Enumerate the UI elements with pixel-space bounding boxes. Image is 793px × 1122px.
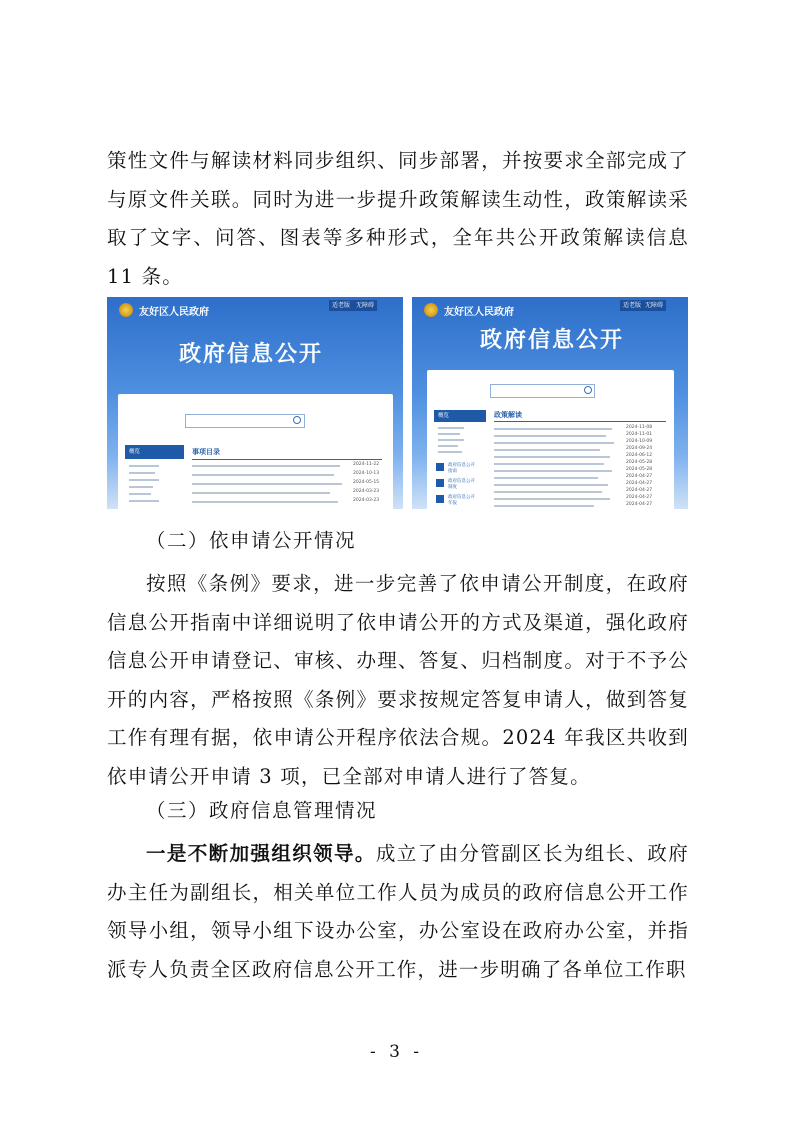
- search-input: [185, 414, 305, 428]
- list-item: [494, 470, 612, 472]
- panel-title: 事项目录: [192, 448, 220, 456]
- search-icon: [584, 386, 592, 394]
- list-item: [192, 465, 340, 467]
- nav-item: [438, 445, 458, 447]
- list-item-date: 2024-04-27: [626, 474, 653, 479]
- accessibility-button: 无障碍: [353, 300, 377, 311]
- nav-item: [438, 427, 464, 429]
- list-item-date: 2024-10-13: [353, 471, 380, 476]
- list-item: [192, 474, 334, 476]
- list-item: [494, 435, 606, 437]
- screenshot-policy-interpretation: [412, 297, 688, 509]
- list-item-date: 2024-04-27: [626, 502, 653, 507]
- panel-divider: [494, 421, 666, 422]
- list-item: [494, 456, 610, 458]
- nav-item: [438, 433, 460, 435]
- nav-header: [434, 410, 486, 422]
- paragraph-policy-interpretation: 策性文件与解读材料同步组织、同步部署，并按要求全部完成了与原文件关联。同时为进一步提升政策解读生动性，政策解读采取了文字、问答、图表等多种形式，全年共公开政策解读信息 11 条。: [107, 149, 689, 288]
- report-icon: [436, 495, 444, 503]
- nav-item: [438, 451, 462, 453]
- nav-header-label: 概览: [129, 449, 141, 455]
- list-item: [494, 463, 604, 465]
- site-name: 友好区人民政府: [139, 307, 209, 318]
- search-icon: [293, 416, 301, 424]
- elderly-mode-button: 适老版: [329, 300, 353, 311]
- list-item-date: 2024-05-28: [626, 467, 653, 472]
- paragraph-body-text: 成立了由分管副区长为组长、政府办主任为副组长，相关单位工作人员为成员的政府信息公开工作领导小组，领导小组下设办公室，办公室设在政府办公室，并指派专人负责全区政府信息公开工作，进一步明确了各单位工作职: [107, 842, 689, 981]
- list-item-date: 2024-11-01: [626, 432, 653, 437]
- side-link: 政府信息公开指南: [448, 463, 475, 474]
- nav-item: [129, 500, 159, 502]
- paragraph-info-management: [107, 835, 689, 989]
- screenshot-info-disclosure-catalog: [107, 297, 403, 509]
- guide-icon: [436, 463, 444, 471]
- banner-title: 政府信息公开: [480, 328, 625, 353]
- list-item: [494, 428, 612, 430]
- list-item-date: 2024-03-23: [353, 498, 380, 503]
- list-item-date: 2024-03-23: [353, 489, 380, 494]
- list-item: [494, 498, 610, 500]
- panel-divider: [192, 459, 382, 460]
- paragraph-request-disclosure: 按照《条例》要求，进一步完善了依申请公开制度，在政府信息公开指南中详细说明了依申请公开的方式及渠道，强化政府信息公开申请登记、审核、办理、答复、归档制度。对于不予公开的内容，严格按照《条例》要求按规定答复申请人，做到答复工作有理有据，依申请公开程序依法合规。2024 年我区共收到依申请公开申请 3 项，已全部对申请人进行了答复。: [107, 572, 689, 788]
- list-item-date: 2024-04-27: [626, 481, 653, 486]
- list-item-date: 2024-06-12: [626, 453, 653, 458]
- list-item-date: 2024-05-15: [353, 480, 380, 485]
- list-item: [494, 442, 614, 444]
- elderly-mode-button: 适老版: [620, 300, 644, 311]
- list-item-date: 2024-04-27: [626, 488, 653, 493]
- nav-header: [125, 445, 184, 459]
- nav-item: [129, 472, 155, 474]
- side-link: 政府信息公开年报: [448, 495, 475, 506]
- nav-item: [129, 493, 151, 495]
- paragraph-lead-phrase: 一是不断加强组织领导。: [146, 842, 376, 865]
- nav-item: [438, 439, 464, 441]
- panel-title: 政策解读: [494, 411, 522, 419]
- section-heading-request-disclosure: （二）依申请公开情况: [146, 529, 357, 552]
- nav-item: [129, 465, 159, 467]
- list-item-date: 2024-09-24: [626, 446, 653, 451]
- list-item: [494, 477, 598, 479]
- national-emblem-icon: [424, 303, 438, 317]
- list-item-date: 2024-05-28: [626, 460, 653, 465]
- nav-header-label: 概览: [438, 413, 450, 419]
- national-emblem-icon: [119, 303, 133, 317]
- section-heading-info-management: （三）政府信息管理情况: [146, 799, 378, 822]
- list-item: [192, 501, 338, 503]
- accessibility-button: 无障碍: [642, 300, 666, 311]
- list-item-date: 2024-11-08: [626, 425, 653, 430]
- nav-item: [129, 479, 159, 481]
- page-number: - 3 -: [369, 1042, 424, 1062]
- list-item: [494, 505, 594, 507]
- list-item-date: 2024-11-22: [353, 462, 380, 467]
- search-input: [490, 384, 595, 398]
- list-item: [192, 483, 342, 485]
- nav-item: [129, 486, 153, 488]
- list-item: [494, 484, 608, 486]
- list-item: [494, 491, 602, 493]
- list-item-date: 2024-10-09: [626, 439, 653, 444]
- side-link: 政府信息公开制度: [448, 479, 475, 490]
- list-item-date: 2024-04-27: [626, 495, 653, 500]
- list-item: [192, 492, 330, 494]
- site-name: 友好区人民政府: [444, 307, 514, 318]
- list-item: [494, 449, 600, 451]
- rules-icon: [436, 479, 444, 487]
- banner-title: 政府信息公开: [179, 342, 324, 367]
